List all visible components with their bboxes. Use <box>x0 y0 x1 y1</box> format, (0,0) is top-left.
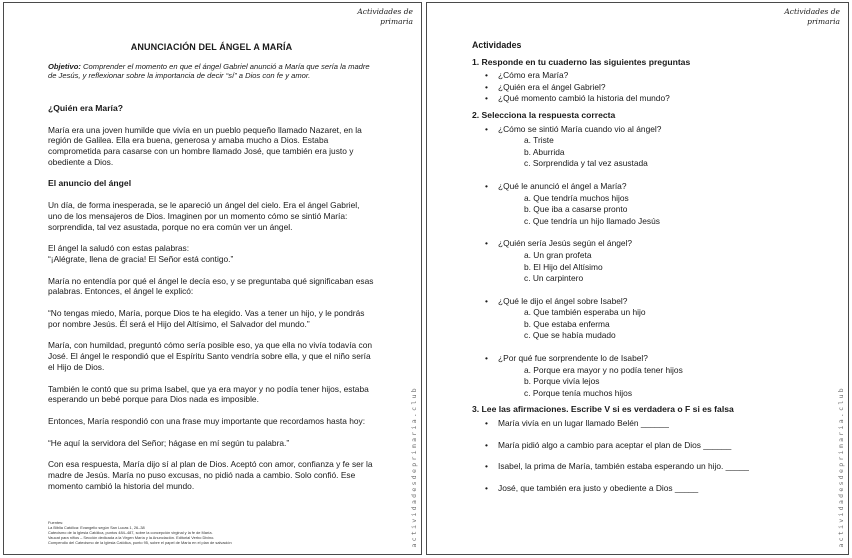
question-3-list <box>472 418 808 494</box>
site-corner-label: Actividades de primaria <box>357 7 413 26</box>
question-1-list <box>472 70 808 105</box>
paragraph: El ángel la saludó con estas palabras: “¡Alégrate, llena de gracia! El Señor está contigo.” <box>48 243 234 264</box>
true-false-item: • José, que también era justo y obediente a Dios _____ <box>472 483 808 495</box>
list-item: • ¿Cómo era María? <box>472 70 808 82</box>
question-2-title: 2. Selecciona la respuesta correcta <box>472 109 616 120</box>
paragraph: María no entendía por qué el ángel le decía eso, y se preguntaba qué significaban esas palabras. Entonces, el ángel le explicó: <box>48 275 374 297</box>
activities-heading: Actividades <box>472 40 522 50</box>
multiple-choice-item: • ¿Cómo se sintió María cuando vio al ángel? a. Triste b. Aburrida c. Sorprendida y tal vez asustada <box>472 124 808 170</box>
section-heading-announcement: El anuncio del ángel <box>48 178 132 189</box>
multiple-choice-item: • ¿Quién sería Jesús según el ángel? a. Un gran profeta b. El Hijo del Altísimo c. Un carpintero <box>472 238 808 284</box>
sources-footnote: Fuentes: La Biblia Católica: Evangelio según San Lucas 1, 26–38 Catecismo de la Iglesia Católica, puntos 484–487, sobre la concepción virginal y la fe de María. Vaucat para niños – Sección dedicada a la Virgen María y la Anunciación. Editorial Verbo Divino. Compendio del Catecismo de la Iglesia Católica, punto 95, sobre el papel de María en el plan de salvación <box>48 520 232 545</box>
paragraph: “No tengas miedo, María, porque Dios te ha elegido. Vas a tener un hijo, y le pondrás por nombre Jesús. Él será el Hijo del Altísimo, el Salvador del mundo.” <box>48 308 365 329</box>
multiple-choice-item: • ¿Qué le anunció el ángel a María? a. Que tendría muchos hijos b. Que iba a casarse pronto c. Que tendría un hijo llamado Jesús <box>472 181 808 227</box>
paragraph: Un día, de forma inesperada, se le apareció un ángel del cielo. Era el ángel Gabriel, uno de los mensajeros de Dios. Imaginen por un momento cómo se sintió María: sorprendida, tal vez asustada, porque no era común ver un ángel. <box>48 200 360 232</box>
true-false-item: • María vivía en un lugar llamado Belén ______ <box>472 418 808 430</box>
paragraph: También le contó que su prima Isabel, que ya era mayor y no podía tener hijos, estaba esperando un bebé porque para Dios nada es imposible. <box>48 383 369 405</box>
site-watermark: actividadesdeprimaria.club <box>410 386 418 548</box>
question-3-title: 3. Lee las afirmaciones. Escribe V si es verdadera o F si es falsa <box>472 404 734 415</box>
multiple-choice-item: • ¿Qué le dijo el ángel sobre Isabel? a. Que también esperaba un hijo b. Que estaba enferma c. Que se había mudado <box>472 296 808 342</box>
paragraph: Con esa respuesta, María dijo sí al plan de Dios. Aceptó con amor, confianza y fe ser la madre de Jesús. María no puso excusas, no pidió nada a cambio. Solo confió. Ese momento cambió la historia del mundo. <box>48 459 373 491</box>
true-false-item: • María pidió algo a cambio para aceptar el plan de Dios ______ <box>472 440 808 452</box>
list-item: • ¿Qué momento cambió la historia del mundo? <box>472 93 808 105</box>
paragraph: María era una joven humilde que vivía en un pueblo pequeño llamado Nazaret, en la región de Galilea. Ella era buena, generosa y amaba mucho a Dios. Estaba comprometida para casarse con un hombre llamado José, que también era justo y obediente a Dios. <box>48 124 362 167</box>
multiple-choice-item: • ¿Por qué fue sorprendente lo de Isabel? a. Porque era mayor y no podía tener hijos b. Porque vivía lejos c. Porque tenía muchos hijos <box>472 353 808 399</box>
objective-label: Objetivo: <box>48 61 81 71</box>
page-right <box>426 2 849 555</box>
paragraph: María, con humildad, preguntó cómo sería posible eso, ya que ella no vivía todavía con José. El ángel le respondió que el Espíritu Santo vendría sobre ella, y que el niño sería el Hijo de Dios. <box>48 340 373 372</box>
site-corner-label: Actividades de primaria <box>784 7 840 26</box>
reading-content <box>48 42 375 502</box>
page-left <box>3 2 422 555</box>
objective-text: Comprender el momento en que el ángel Gabriel anunció a María que sería la madre de Jesús, y reflexionar sobre la importancia de decir “sí” a Dios con fe y amor. <box>48 61 370 81</box>
activities-content <box>472 40 808 504</box>
section-heading-who-was-mary: ¿Quién era María? <box>48 102 123 113</box>
paragraph: “He aquí la servidora del Señor; hágase en mí según tu palabra.” <box>48 437 290 448</box>
true-false-item: • Isabel, la prima de María, también estaba esperando un hijo. _____ <box>472 461 808 473</box>
page-title: ANUNCIACIÓN DEL ÁNGEL A MARÍA <box>130 42 293 52</box>
site-watermark: actividadesdeprimaria.club <box>837 386 845 548</box>
objective <box>48 62 375 81</box>
question-2-list <box>472 124 808 400</box>
paragraph: Entonces, María respondió con una frase muy importante que recordamos hasta hoy: <box>48 415 366 426</box>
question-1-title: 1. Responde en tu cuaderno las siguientes preguntas <box>472 56 691 67</box>
list-item: • ¿Quién era el ángel Gabriel? <box>472 82 808 94</box>
